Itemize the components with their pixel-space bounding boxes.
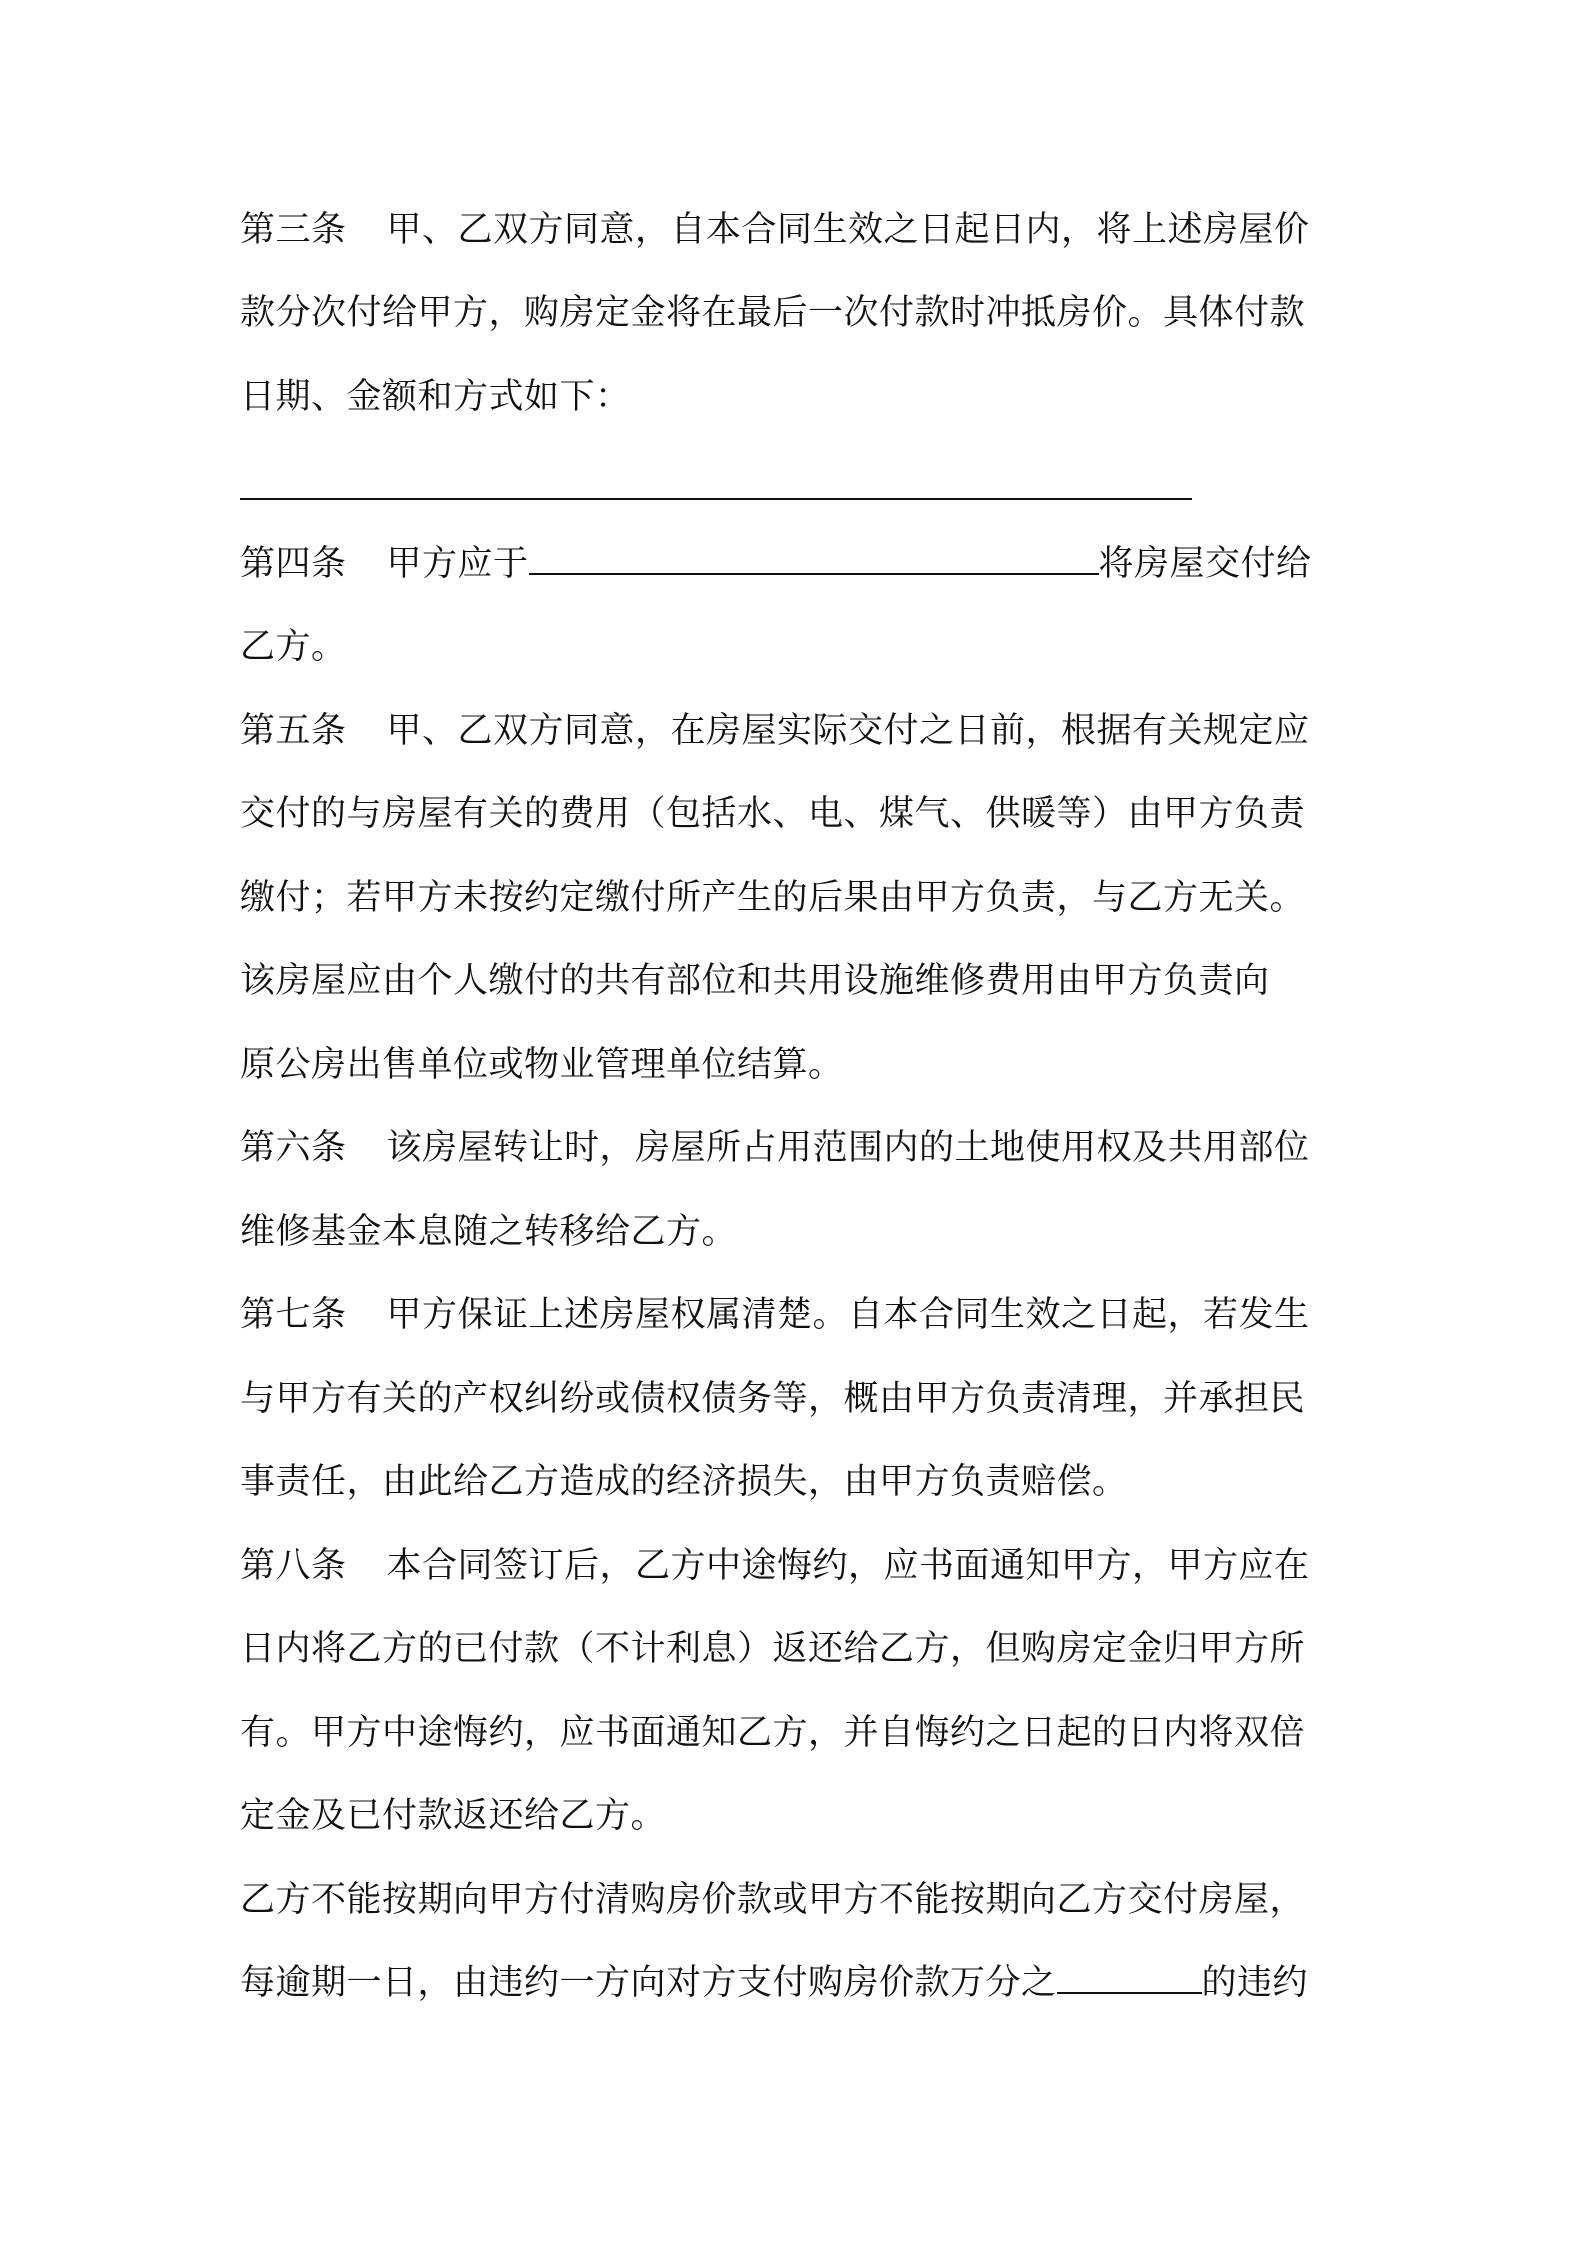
article-3-line-2: 款分次付给甲方，购房定金将在最后一次付款时冲抵房价。具体付款 — [240, 293, 1306, 333]
article-6-line-1: 第六条 该房屋转让时，房屋所占用范围内的土地使用权及共用部位 — [240, 1128, 1310, 1168]
fill-in-blank-rule — [240, 498, 1192, 500]
article-4-line-1: 第四条 甲方应于 将房屋交付给 — [240, 539, 1312, 589]
article-5-line-1: 第五条 甲、乙双方同意，在房屋实际交付之日前，根据有关规定应 — [240, 711, 1310, 751]
delivery-date-blank — [529, 539, 1099, 575]
article-8-line-2: 日内将乙方的已付款（不计利息）返还给乙方，但购房定金归甲方所 — [240, 1629, 1306, 1669]
article-3-line-3: 日期、金额和方式如下： — [240, 377, 631, 417]
article-3-heading: 第三条 — [240, 210, 347, 250]
article-5-heading: 第五条 — [240, 711, 347, 751]
penalty-line-1: 乙方不能按期向甲方付清购房价款或甲方不能按期向乙方交付房屋， — [240, 1880, 1306, 1920]
article-5-line-4: 该房屋应由个人缴付的共有部位和共用设施维修费用由甲方负责向 — [240, 961, 1270, 1001]
article-8-line-3: 有。甲方中途悔约，应书面通知乙方，并自悔约之日起的日内将双倍 — [240, 1713, 1306, 1753]
article-8-line-1: 第八条 本合同签订后，乙方中途悔约，应书面通知甲方，甲方应在 — [240, 1546, 1310, 1586]
article-5-line-2: 交付的与房屋有关的费用（包括水、电、煤气、供暖等）由甲方负责 — [240, 794, 1306, 834]
article-5-line-3: 缴付；若甲方未按约定缴付所产生的后果由甲方负责，与乙方无关。 — [240, 878, 1306, 918]
article-8-line-4: 定金及已付款返还给乙方。 — [240, 1796, 667, 1836]
article-7-heading: 第七条 — [240, 1295, 347, 1335]
penalty-rate-blank — [1057, 1958, 1202, 1994]
article-8-heading: 第八条 — [240, 1546, 347, 1586]
article-7-line-2: 与甲方有关的产权纠纷或债权债务等，概由甲方负责清理，并承担民 — [240, 1379, 1306, 1419]
article-6-heading: 第六条 — [240, 1128, 347, 1168]
article-4-line-2: 乙方。 — [240, 627, 347, 667]
article-7-line-3: 事责任，由此给乙方造成的经济损失，由甲方负责赔偿。 — [240, 1462, 1128, 1502]
article-4-heading: 第四条 — [240, 544, 347, 584]
article-7-line-1: 第七条 甲方保证上述房屋权属清楚。自本合同生效之日起，若发生 — [240, 1295, 1310, 1335]
article-6-line-2: 维修基金本息随之转移给乙方。 — [240, 1212, 738, 1252]
article-3-line-1: 第三条 甲、乙双方同意，自本合同生效之日起日内，将上述房屋价 — [240, 210, 1310, 250]
article-5-line-5: 原公房出售单位或物业管理单位结算。 — [240, 1045, 844, 1085]
penalty-line-2: 每逾期一日，由违约一方向对方支付购房价款万分之 的违约 — [240, 1958, 1308, 2008]
